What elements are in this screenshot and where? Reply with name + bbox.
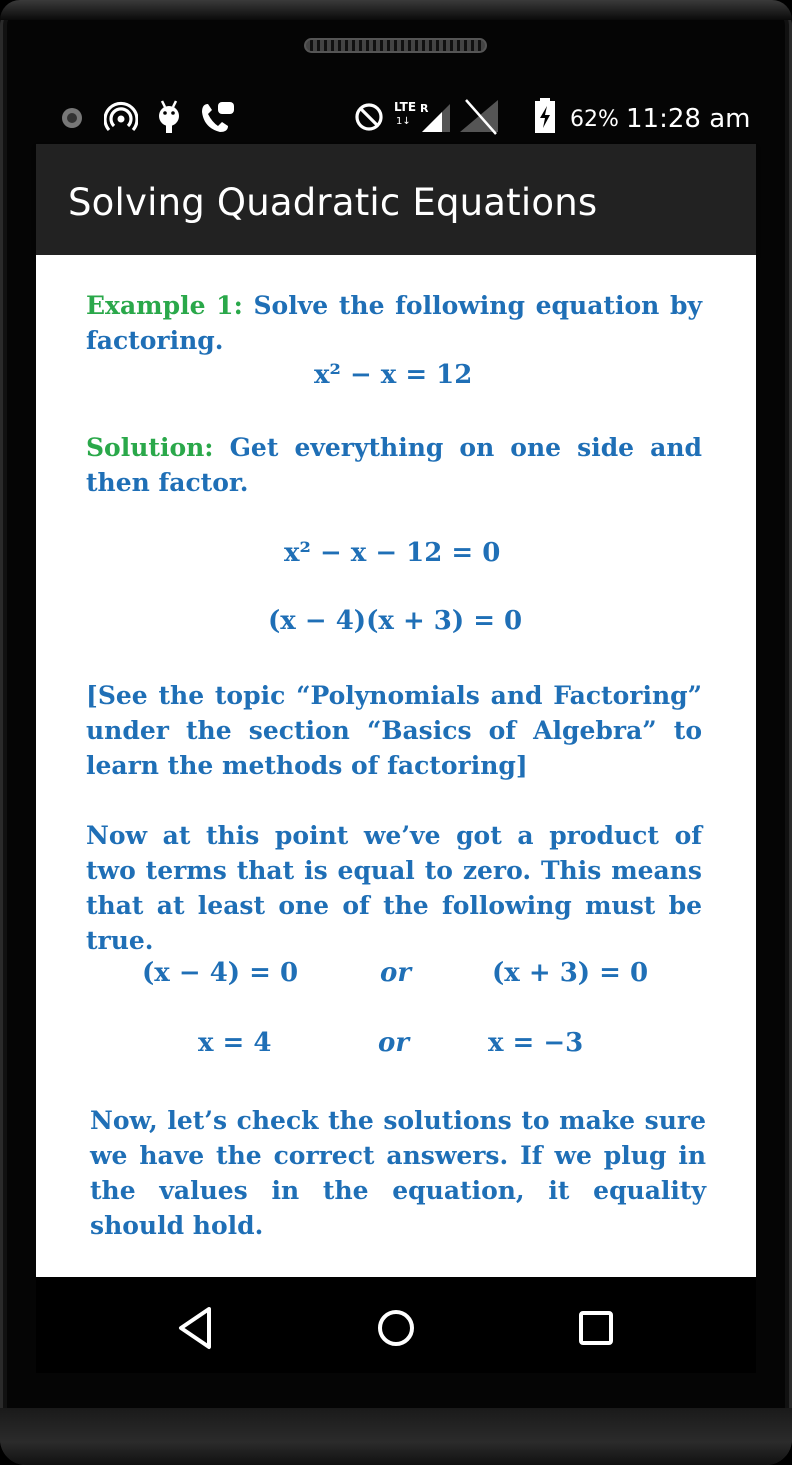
equation-3: (x − 4)(x + 3) = 0: [268, 606, 523, 636]
app-bar: [36, 144, 756, 255]
row2-or: or: [378, 1028, 410, 1058]
equation-1: x² − x = 12: [314, 360, 473, 390]
battery-percent: 62%: [570, 107, 619, 132]
roaming-label: R: [420, 102, 429, 115]
signal-icon: [420, 102, 452, 134]
clock: 11:28 am: [626, 104, 751, 134]
product-paragraph: Now at this point we’ve got a product of two terms that is equal to zero. This means that at least one of the following must be true.: [86, 821, 702, 955]
android-debug-icon: [154, 98, 184, 134]
data-activity-label: 1↓: [396, 116, 411, 127]
row1-right-equation: (x + 3) = 0: [492, 958, 649, 988]
row1-or: or: [380, 958, 412, 988]
hotspot-icon: [104, 100, 138, 134]
row1-left-equation: (x − 4) = 0: [142, 958, 299, 988]
back-icon[interactable]: [171, 1303, 221, 1353]
example-text: Solve the following equation by factoring.: [86, 291, 702, 355]
lesson-content[interactable]: [36, 255, 756, 1277]
battery-charging-icon: [534, 98, 556, 134]
missed-call-icon: [198, 100, 236, 134]
row2-right-equation: x = −3: [488, 1028, 584, 1058]
solution-text: Get everything on one side and then factor.: [86, 433, 702, 497]
network-type-label: LTE: [394, 100, 417, 114]
navigation-bar: [36, 1277, 756, 1373]
home-icon[interactable]: [371, 1303, 421, 1353]
example-label: Example 1:: [86, 291, 243, 320]
phone-bottom-bezel: [0, 1408, 792, 1465]
no-signal-icon: [456, 96, 502, 136]
do-not-disturb-icon: [354, 102, 384, 132]
status-bar: [36, 92, 756, 144]
recents-icon[interactable]: [571, 1303, 621, 1353]
example-paragraph: [86, 288, 702, 358]
phone-top-bezel: [0, 0, 792, 20]
solution-label: Solution:: [86, 433, 214, 462]
page-title: Solving Quadratic Equations: [68, 181, 598, 224]
equation-2: x² − x − 12 = 0: [284, 538, 501, 568]
record-icon: [60, 106, 84, 130]
row2-left-equation: x = 4: [198, 1028, 272, 1058]
see-topic-paragraph: [See the topic “Polynomials and Factoring” under the section “Basics of Algebra” to learn the methods of factoring]: [86, 681, 702, 780]
speaker-grille: [304, 38, 487, 53]
check-paragraph: Now, let’s check the solutions to make sure we have the correct answers. If we plug in the values in the equation, it equality should hold.: [90, 1106, 706, 1240]
solution-paragraph: [86, 430, 702, 500]
